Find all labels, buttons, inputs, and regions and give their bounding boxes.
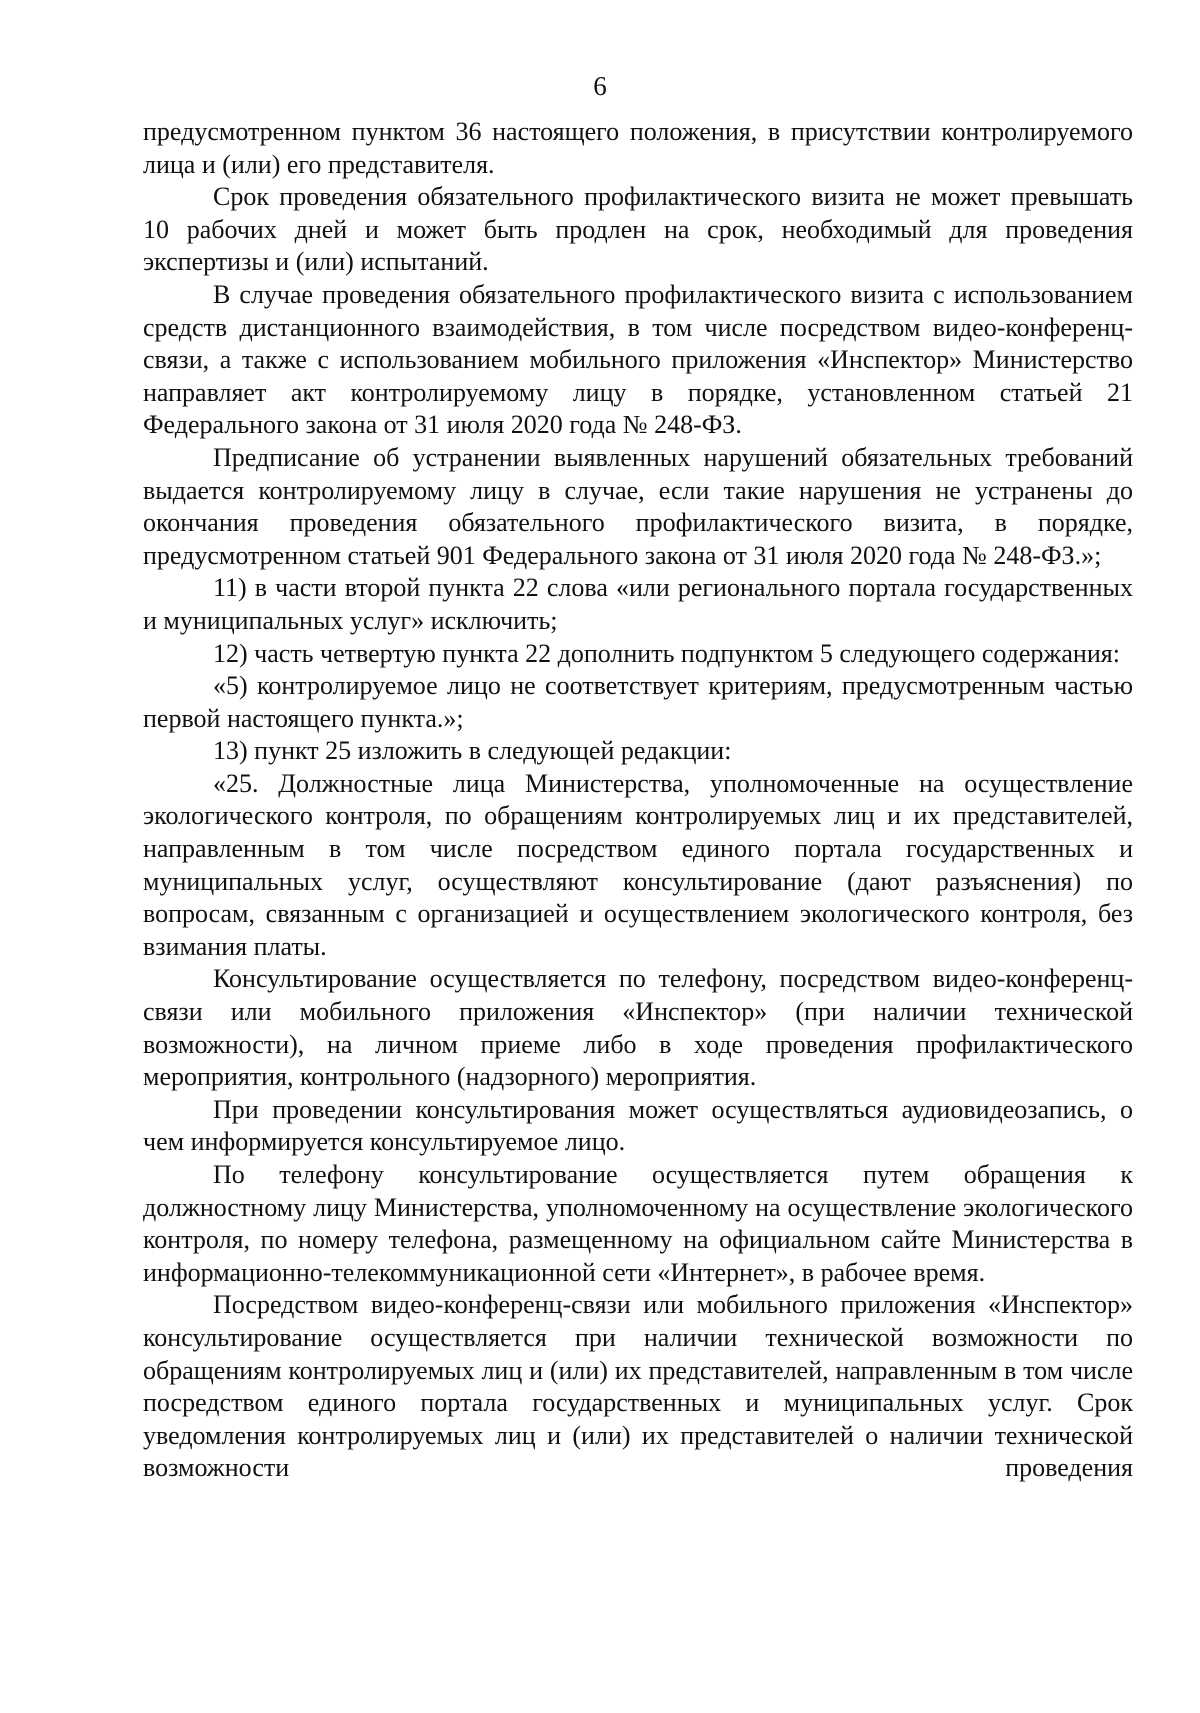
- page-number: 6: [593, 71, 607, 101]
- paragraph-consulting-methods: Консультирование осуществляется по телефону, посредством видео-конференц-связи или мобильного приложения «Инспектор» (при наличии технической возможности), на личном приеме либо в ходе проведения профилактического мероприятия, контрольного (надзорного) мероприятия.: [143, 964, 1133, 1092]
- paragraph-continuation: предусмотренном пунктом 36 настоящего положения, в присутствии контролируемого лица и (или) его представителя.: [143, 117, 1133, 179]
- paragraph-remote-visit: В случае проведения обязательного профилактического визита с использованием средств дистанционного взаимодействия, в том числе посредством видео-конференц-связи, а также с использованием мобильного приложения «Инспектор» Министерство направляет акт контролируемому лицу в порядке, установленном статьей 21 Федерального закона от 31 июля 2020 года № 248-ФЗ.: [143, 279, 1133, 440]
- paragraph-video-consulting: Посредством видео-конференц-связи или мобильного приложения «Инспектор» консультирование осуществляется при наличии технической возможности по обращениям контролируемых лиц и (или) их представителей, направленным в том числе посредством единого портала государственных и муниципальных услуг. Срок уведомления контролируемых лиц и (или) их представителей о наличии технической возможности проведения: [143, 1290, 1133, 1483]
- paragraph-subitem-5: «5) контролируемое лицо не соответствует критериям, предусмотренным частью первой настоящего пункта.»;: [143, 671, 1133, 733]
- paragraph-point-25: «25. Должностные лица Министерства, уполномоченные на осуществление экологического контроля, по обращениям контролируемых лиц и их представителей, направленным в том числе посредством единого портала государственных и муниципальных услуг, осуществляют консультирование (дают разъяснения) по вопросам, связанным с организацией и осуществлением экологического контроля, без взимания платы.: [143, 768, 1133, 961]
- paragraph-item-11: 11) в части второй пункта 22 слова «или регионального портала государственных и муниципальных услуг» исключить;: [143, 573, 1133, 635]
- paragraph-recording: При проведении консультирования может осуществляться аудиовидеозапись, о чем информируется консультируемое лицо.: [143, 1094, 1133, 1157]
- paragraph-phone-consulting: По телефону консультирование осуществляется путем обращения к должностному лицу Министерства, уполномоченному на осуществление экологического контроля, по номеру телефона, размещенному на официальном сайте Министерства в информационно-телекоммуникационной сети «Интернет», в рабочее время.: [143, 1160, 1133, 1287]
- paragraph-item-12: 12) часть четвертую пункта 22 дополнить подпунктом 5 следующего содержания:: [213, 638, 1120, 668]
- document-body: [143, 116, 1133, 1485]
- paragraph-prescription: Предписание об устранении выявленных нарушений обязательных требований выдается контролируемому лицу в случае, если такие нарушения не устранены до окончания проведения обязательного профилактического визита, в порядке, предусмотренном статьей 901 Федерального закона от 31 июля 2020 года № 248-ФЗ.»;: [143, 442, 1133, 570]
- paragraph-item-13: 13) пункт 25 изложить в следующей редакции:: [213, 736, 732, 766]
- paragraph-visit-term: Срок проведения обязательного профилактического визита не может превышать 10 рабочих дней и может быть продлен на срок, необходимый для проведения экспертизы и (или) испытаний.: [143, 182, 1133, 277]
